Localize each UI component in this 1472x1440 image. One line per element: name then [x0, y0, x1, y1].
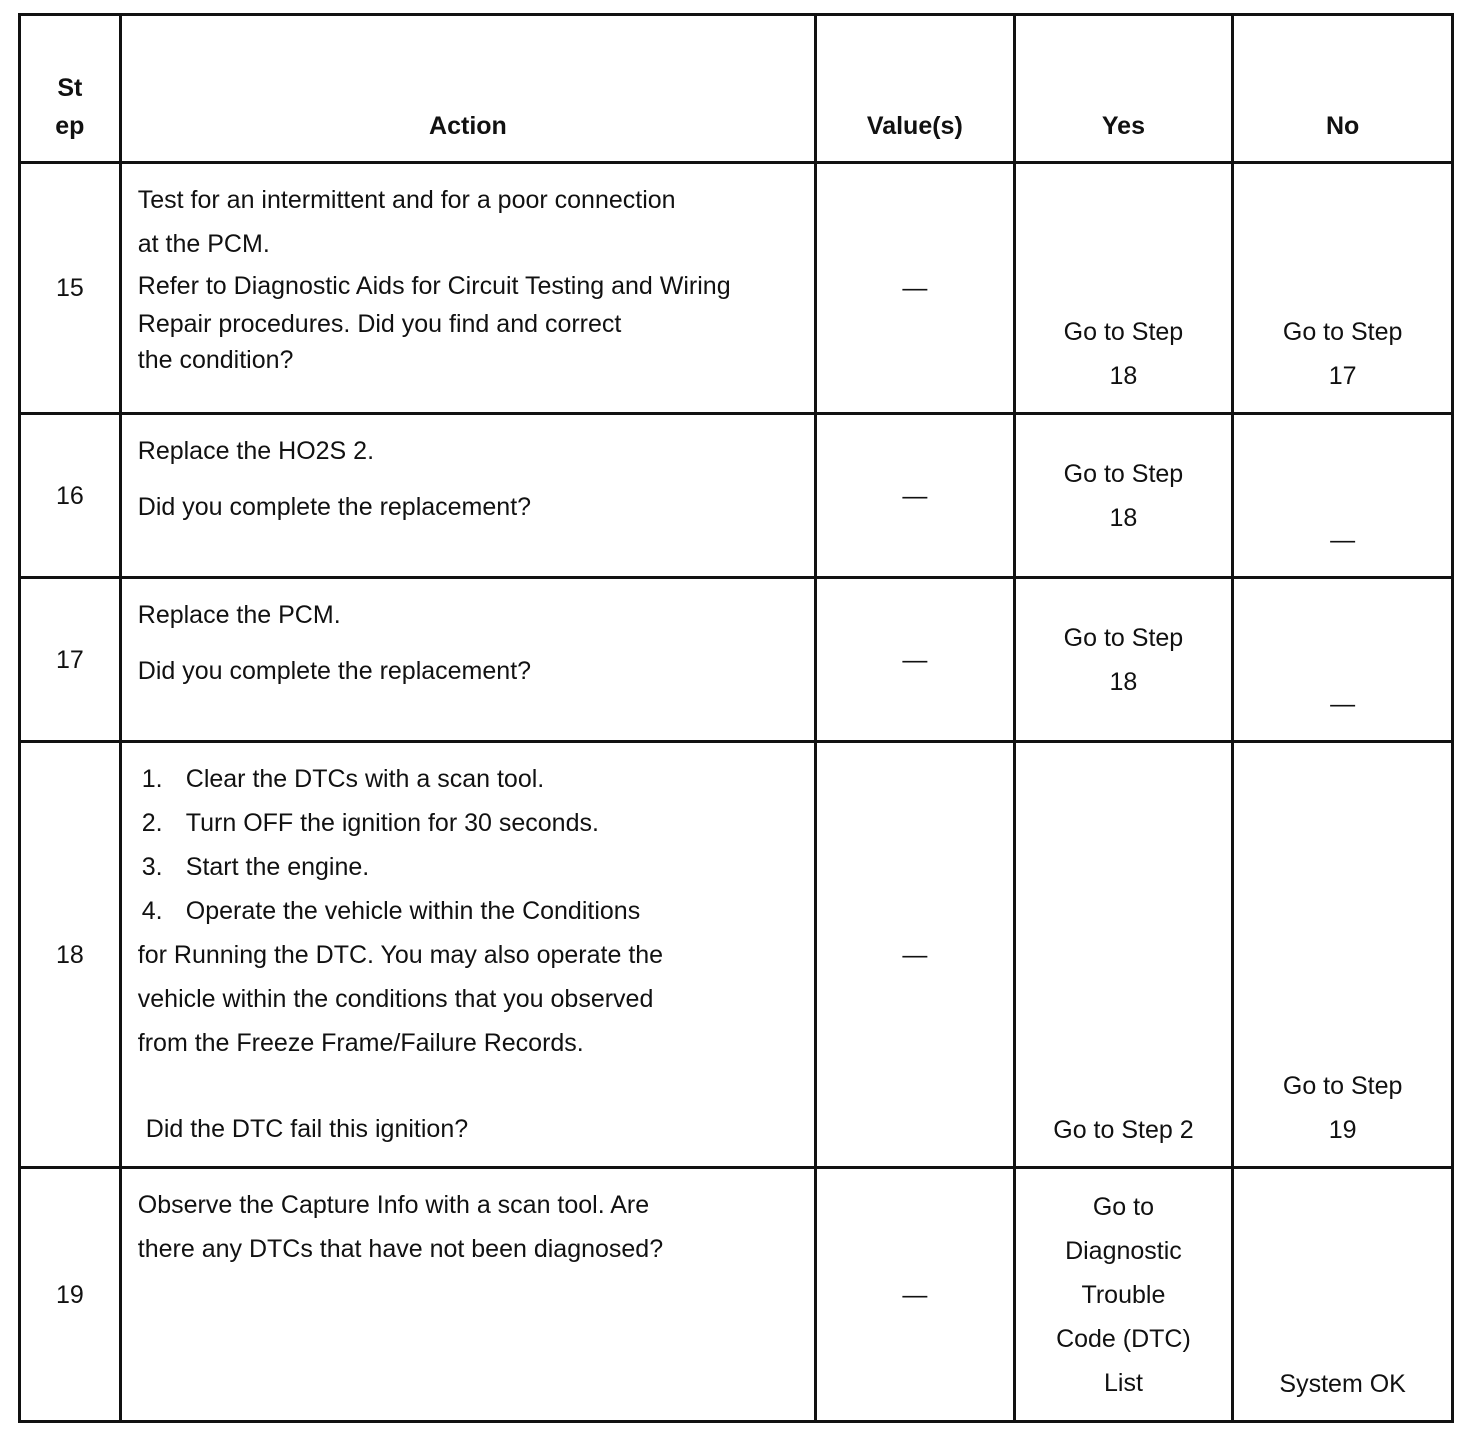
yes-cell — [1014, 1168, 1233, 1422]
table-row — [20, 742, 1453, 1168]
item-number: 2. — [141, 809, 163, 837]
action-line: Did you complete the replacement? — [137, 493, 532, 521]
step-number: 19 — [20, 1168, 121, 1422]
action-line: Replace the HO2S 2. — [137, 437, 375, 465]
yes-line: Go to Step — [1063, 318, 1184, 346]
item-text: Clear the DTCs with a scan tool. — [185, 765, 545, 793]
value-cell: — — [816, 742, 1015, 1168]
value-cell: — — [816, 163, 1015, 414]
action-line: for Running the DTC. You may also operate the — [137, 941, 664, 969]
action-cell — [120, 414, 815, 578]
action-cell — [120, 163, 815, 414]
item-number: 1. — [141, 765, 163, 793]
action-line: Did you complete the replacement? — [137, 657, 532, 685]
no-line: Go to Step — [1282, 318, 1403, 346]
yes-line: Trouble — [1081, 1281, 1166, 1309]
action-line: at the PCM. — [137, 230, 270, 258]
step-number: 17 — [20, 578, 121, 742]
step-number: 18 — [20, 742, 121, 1168]
action-line: there any DTCs that have not been diagnosed? — [137, 1235, 664, 1263]
header-step-line2: ep — [55, 112, 85, 140]
yes-line: Go to — [1092, 1193, 1155, 1221]
action-question: Did the DTC fail this ignition? — [145, 1115, 469, 1143]
header-step — [20, 15, 121, 163]
yes-cell — [1014, 414, 1233, 578]
no-line: 19 — [1328, 1116, 1357, 1144]
action-cell — [120, 1168, 815, 1422]
action-line: Test for an intermittent and for a poor connection — [137, 186, 676, 214]
header-values: Value(s) — [816, 15, 1015, 163]
numbered-item — [138, 845, 814, 889]
table-row — [20, 578, 1453, 742]
step-number: 15 — [20, 163, 121, 414]
table-row — [20, 1168, 1453, 1422]
no-cell — [1233, 414, 1453, 578]
action-line: from the Freeze Frame/Failure Records. — [137, 1029, 584, 1057]
yes-line: 18 — [1109, 503, 1138, 532]
table-row — [20, 163, 1453, 414]
value-cell: — — [816, 414, 1015, 578]
action-cell — [120, 578, 815, 742]
no-cell — [1233, 163, 1453, 414]
no-cell — [1233, 1168, 1453, 1422]
yes-cell — [1014, 163, 1233, 414]
yes-line: Diagnostic — [1065, 1237, 1182, 1265]
yes-line: Go to Step — [1063, 623, 1184, 652]
action-line: vehicle within the conditions that you observed — [137, 985, 654, 1013]
yes-line: 18 — [1109, 362, 1138, 390]
action-line: Repair procedures. Did you find and correct — [137, 310, 622, 338]
table-row — [20, 414, 1453, 578]
no-cell — [1233, 742, 1453, 1168]
no-line: — — [1330, 526, 1356, 554]
yes-line: List — [1103, 1369, 1143, 1397]
item-number: 4. — [141, 897, 163, 925]
header-row — [20, 15, 1453, 163]
item-text: Start the engine. — [185, 853, 370, 881]
action-line: Replace the PCM. — [137, 601, 341, 629]
spacer — [138, 1065, 814, 1107]
header-no: No — [1233, 15, 1453, 163]
value-cell: — — [816, 1168, 1015, 1422]
header-step-line1: St — [57, 74, 83, 102]
numbered-item — [138, 889, 814, 933]
no-line: — — [1330, 690, 1356, 718]
yes-line: Code (DTC) — [1056, 1325, 1191, 1353]
yes-cell — [1014, 742, 1233, 1168]
numbered-item — [138, 801, 814, 845]
item-text: Turn OFF the ignition for 30 seconds. — [185, 809, 599, 837]
header-yes: Yes — [1014, 15, 1233, 163]
numbered-item — [138, 757, 814, 801]
action-line: the condition? — [137, 346, 294, 374]
action-cell — [120, 742, 815, 1168]
yes-line: Go to Step — [1063, 459, 1184, 488]
item-text: Operate the vehicle within the Conditions — [185, 897, 641, 925]
no-cell — [1233, 578, 1453, 742]
step-number: 16 — [20, 414, 121, 578]
no-line: System OK — [1279, 1370, 1406, 1398]
value-cell: — — [816, 578, 1015, 742]
no-line: 17 — [1328, 362, 1357, 390]
yes-line: 18 — [1109, 667, 1138, 696]
yes-cell — [1014, 578, 1233, 742]
header-action: Action — [120, 15, 815, 163]
action-line: Observe the Capture Info with a scan tool. Are — [137, 1191, 650, 1219]
action-line: Refer to Diagnostic Aids for Circuit Testing and Wiring — [137, 272, 731, 300]
yes-line: Go to Step 2 — [1053, 1116, 1194, 1144]
item-number: 3. — [141, 853, 163, 881]
no-line: Go to Step — [1282, 1072, 1403, 1100]
diagnostic-table — [18, 13, 1454, 1423]
